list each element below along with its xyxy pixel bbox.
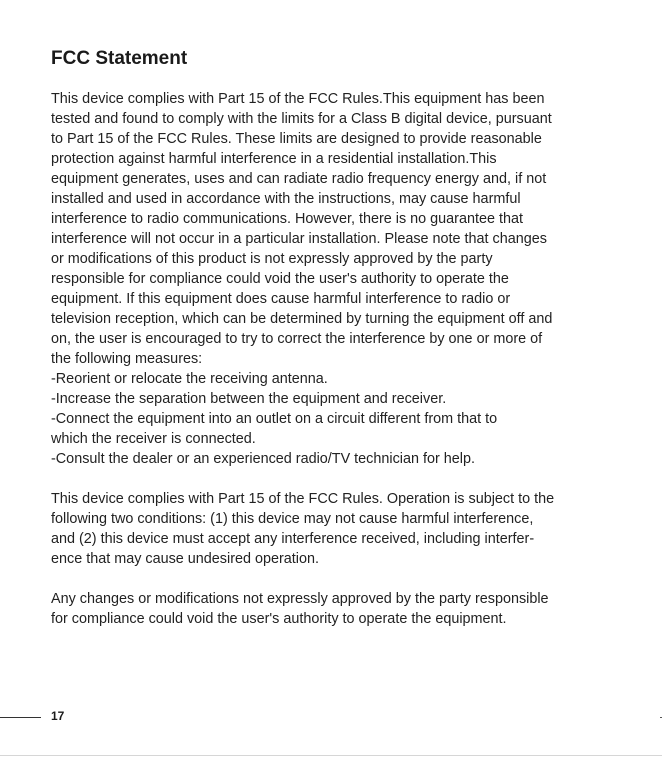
measure-item-continuation: which the receiver is connected.: [51, 431, 256, 447]
text-line: Any changes or modifications not expressly approved by the party responsible: [51, 591, 549, 607]
text-line: This device complies with Part 15 of the FCC Rules.This equipment has been: [51, 91, 545, 107]
page-title: FCC Statement: [51, 48, 188, 69]
footer-rule: [0, 717, 41, 718]
measure-item: -Reorient or relocate the receiving antenna.: [51, 371, 328, 387]
measure-item: -Connect the equipment into an outlet on a circuit different from that to: [51, 411, 498, 427]
page-bottom-border: [0, 755, 662, 756]
text-line: installed and used in accordance with the instructions, may cause harmful: [51, 191, 521, 207]
text-line: on, the user is encouraged to try to correct the interference by one or more of: [51, 331, 543, 347]
text-line: following two conditions: (1) this device may not cause harmful interference,: [51, 511, 534, 527]
measure-item: -Increase the separation between the equipment and receiver.: [51, 391, 447, 407]
text-line: equipment. If this equipment does cause harmful interference to radio or: [51, 291, 511, 307]
paragraph-modifications-warning: [51, 589, 616, 629]
text-line: interference will not occur in a particular installation. Please note that changes: [51, 231, 547, 247]
fcc-statement-body: [51, 89, 616, 629]
paragraph-spacer: [51, 469, 616, 489]
text-line: and (2) this device must accept any interference received, including interfer-: [51, 531, 535, 547]
text-line: for compliance could void the user's authority to operate the equipment.: [51, 611, 507, 627]
text-line: interference to radio communications. However, there is no guarantee that: [51, 211, 523, 227]
paragraph-spacer: [51, 569, 616, 589]
text-line: This device complies with Part 15 of the FCC Rules. Operation is subject to the: [51, 491, 555, 507]
text-line: equipment generates, uses and can radiate radio frequency energy and, if not: [51, 171, 547, 187]
measure-item: -Consult the dealer or an experienced radio/TV technician for help.: [51, 451, 475, 467]
text-line: to Part 15 of the FCC Rules. These limits are designed to provide reasonable: [51, 131, 542, 147]
text-line: protection against harmful interference in a residential installation.This: [51, 151, 497, 167]
text-line: or modifications of this product is not expressly approved by the party: [51, 251, 493, 267]
page-number: 17: [51, 709, 65, 723]
text-line: television reception, which can be determined by turning the equipment off and: [51, 311, 553, 327]
text-line: ence that may cause undesired operation.: [51, 551, 319, 567]
text-line: tested and found to comply with the limits for a Class B digital device, pursuant: [51, 111, 552, 127]
text-line: the following measures:: [51, 351, 203, 367]
text-line: responsible for compliance could void the user's authority to operate the: [51, 271, 509, 287]
paragraph-operation-conditions: [51, 489, 616, 569]
paragraph-compliance-details: [51, 89, 616, 469]
